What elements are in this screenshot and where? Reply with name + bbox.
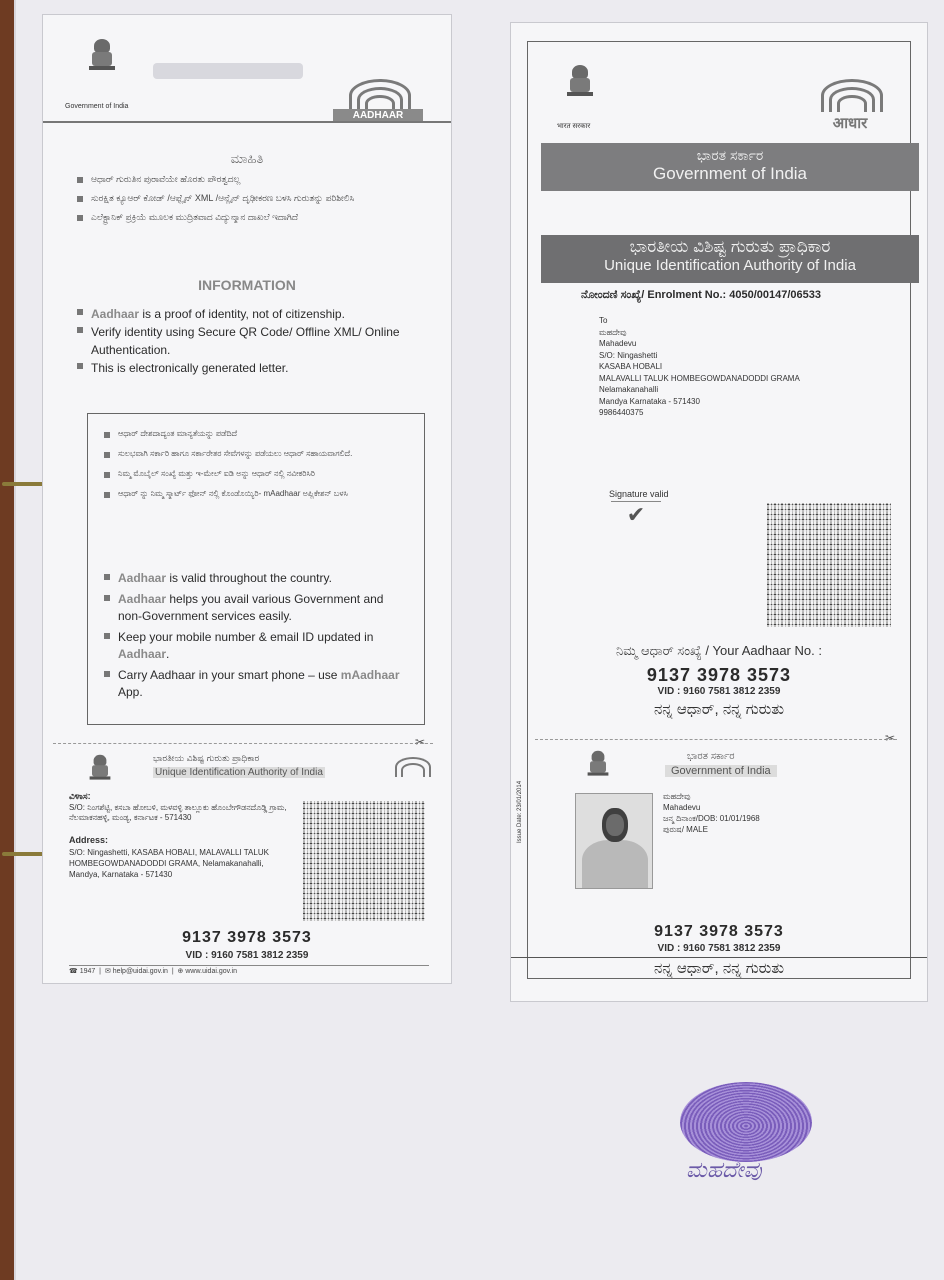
- vid: VID : 9160 7581 3812 2359: [657, 686, 781, 697]
- handwritten-signature: ಮಹದೇವು: [686, 1158, 762, 1183]
- your-aadhaar-label: ನಿಮ್ಮ ಆಧಾರ್ ಸಂಖ್ಯೆ / Your Aadhaar No. :: [616, 643, 822, 658]
- benefits-box: [87, 413, 425, 725]
- stub-kn-addr-label: ವಿಳಾಸ:: [69, 791, 91, 801]
- gov-en: Government of India: [652, 164, 808, 183]
- address-line: S/O: Ningashetti: [599, 350, 658, 360]
- address-line: 9986440375: [599, 408, 644, 417]
- stub-kn-addr: S/O: ನಿಂಗಶೆಟ್ಟಿ, ಕಸಬಾ ಹೋಬಳಿ, ಮಳವಳ್ಳಿ ತಾಲ್ಲೂಕು ಹೊಂಬೇಗೌಡನದೊಡ್ಡಿ ಗ್ರಾಮ, ನೆಲಮಾಕನಹಳ್ಳಿ, ಮಂಡ್ಯ, ಕರ್ನಾಟಕ - 571430: [69, 803, 287, 822]
- thumb-impression: [680, 1082, 812, 1162]
- kn-benefits-list: [104, 428, 408, 500]
- info-list: [77, 305, 437, 377]
- tagline: ನನ್ನ ಆಧಾರ್, ನನ್ನ ಗುರುತು: [653, 701, 785, 718]
- web-icon: ⊕: [177, 968, 184, 975]
- stub-gov-en: Government of India: [665, 765, 777, 777]
- uidai-band: [541, 235, 919, 283]
- stub-tagline: ನನ್ನ ಆಧಾರ್, ನನ್ನ ಗುರುತು: [511, 957, 927, 977]
- signature-valid-label: Signature valid: [609, 489, 669, 499]
- aadhaar-info-card: [42, 14, 452, 984]
- kn-benefit-item: ಆಧಾರ್ ದೇಶದಾದ್ಯಂತ ಮಾನ್ಯತೆಯನ್ನು ಪಡೆದಿದೆ: [104, 428, 408, 440]
- benefit-item: Keep your mobile number & email ID updated in Aadhaar.: [104, 629, 404, 663]
- kn-benefit-item: ಆಧಾರ್ ನ್ನು ನಿಮ್ಮ ಸ್ಮಾರ್ಟ್ ಫೋನ್ ನಲ್ಲಿ ಕೊಂಡೊಯ್ಯಿರಿ- mAadhaar ಅಪ್ಲಿಕೇಶನ್ ಬಳಸಿ: [104, 488, 408, 500]
- kn-benefit-item: ನಿಮ್ಮ ಮೊಬೈಲ್ ಸಂಖ್ಯೆ ಮತ್ತು ಇ-ಮೇಲ್ ಐಡಿ ಅನ್ನು ಆಧಾರ್ ನಲ್ಲಿ ನವೀಕರಿಸಿರಿ: [104, 468, 408, 480]
- stub-vid: VID : 9160 7581 3812 2359: [185, 950, 309, 961]
- stub-aadhaar-number: 9137 3978 3573: [654, 923, 784, 940]
- benefits-list: [104, 570, 404, 701]
- stub-emblem-icon: [586, 751, 610, 781]
- kn-info-item: ಆಧಾರ್ ಗುರುತಿನ ಪುರಾವೆಯೇ ಹೊರತು ಪೌರತ್ವದಲ್ಲ: [77, 173, 417, 186]
- cut-line: [53, 743, 433, 744]
- stub-vid: VID : 9160 7581 3812 2359: [657, 943, 781, 954]
- phone-icon: ☎: [69, 968, 78, 975]
- stub-addr-label: Address:: [69, 835, 109, 845]
- holder-gender: ಪುರುಷ/ MALE: [663, 825, 708, 834]
- benefit-item: Aadhaar is valid throughout the country.: [104, 570, 404, 587]
- info-item: Verify identity using Secure QR Code/ Offline XML/ Online Authentication.: [77, 323, 437, 359]
- aadhaar-letter-card: [510, 22, 928, 1002]
- address-line: KASABA HOBALI: [599, 362, 663, 371]
- kn-info-title: ಮಾಹಿತಿ: [230, 151, 264, 166]
- footer-phone: 1947: [79, 968, 96, 975]
- aadhaar-number: 9137 3978 3573: [646, 665, 792, 685]
- info-item: This is electronically generated letter.: [77, 359, 437, 377]
- address-block: [599, 315, 800, 419]
- address-line: MALAVALLI TALUK HOMBEGOWDANADODDI GRAMA: [599, 373, 800, 383]
- footer-bar: ☎ 1947 | ✉ help@uidai.gov.in | ⊕ www.uidai.gov.in: [69, 965, 429, 978]
- scissors-icon: ✂: [415, 735, 426, 749]
- stub-aadhaar-number: 9137 3978 3573: [182, 929, 312, 946]
- scissors-icon: ✂: [885, 731, 896, 745]
- stub-qr-code: [303, 801, 425, 921]
- info-title: INFORMATION: [198, 277, 296, 293]
- kn-info-item: ಎಲೆಕ್ಟ್ರಾನಿಕ್ ಪ್ರಕ್ರಿಯೆ ಮೂಲಕ ಮುದ್ರಿತವಾದ ವಿದ್ಯುನ್ಮಾನ ದಾಖಲೆ ಇದಾಗಿದೆ: [77, 211, 417, 224]
- kn-benefit-item: ಸುಲಭವಾಗಿ ಸರ್ಕಾರಿ ಹಾಗೂ ಸರ್ಕಾರೇತರ ಸೇವೆಗಳನ್ನು ಪಡೆಯಲು ಆಧಾರ್ ಸಹಾಯವಾಗಲಿದೆ.: [104, 448, 408, 460]
- stub-emblem-icon: [88, 755, 112, 785]
- benefit-item: Aadhaar helps you avail various Government and non-Government services easily.: [104, 591, 404, 625]
- holder-photo: [575, 793, 653, 889]
- address-line: Mahadevu: [599, 339, 637, 348]
- header-rule: [43, 121, 451, 123]
- issue-date: Issue Date: 23/01/2014: [517, 780, 523, 843]
- qr-code: [767, 503, 891, 627]
- enrolment-line: [581, 289, 821, 302]
- document-sheet: [14, 0, 944, 1280]
- benefit-item: Carry Aadhaar in your smart phone – use mAadhaar App.: [104, 667, 404, 701]
- address-line: Nelamakanahalli: [599, 385, 659, 394]
- gov-kn: ಭಾರತ ಸರ್ಕಾರ: [696, 147, 764, 163]
- signature-check-icon: ✔: [611, 501, 661, 532]
- holder-dob: ಜನ್ಮ ದಿನಾಂಕ/DOB: 01/01/1968: [663, 814, 760, 823]
- address-line: To: [599, 316, 608, 325]
- emblem-label: भारत सरकार: [557, 123, 591, 130]
- enrolment-number: 4050/00147/06533: [729, 289, 822, 301]
- gov-label: Government of India: [65, 103, 129, 110]
- footer-email: help@uidai.gov.in: [112, 968, 168, 975]
- holder-name: Mahadevu: [663, 803, 701, 812]
- stub-org: Unique Identification Authority of India: [155, 767, 323, 778]
- footer-web: www.uidai.gov.in: [185, 968, 237, 975]
- stub-aadhaar-logo: [389, 753, 435, 783]
- aadhaar-logo: आधार: [807, 69, 893, 133]
- aadhaar-logo: AADHAAR: [333, 65, 423, 125]
- holder-details: [663, 791, 760, 835]
- uidai-kn: ಭಾರತೀಯ ವಿಶಿಷ್ಟ ಗುರುತು ಪ್ರಾಧಿಕಾರ: [629, 237, 831, 256]
- address-line: ಮಹದೇವು: [599, 327, 627, 337]
- stub-kn-org: ಭಾರತೀಯ ವಿಶಿಷ್ಟ ಗುರುತು ಪ್ರಾಧಿಕಾರ: [153, 753, 260, 763]
- enrolment-label: ನೋಂದಣಿ ಸಂಖ್ಯೆ/ Enrolment No.:: [581, 289, 727, 301]
- gov-band: [541, 143, 919, 191]
- redaction-bar: [153, 63, 303, 79]
- emblem-icon: [87, 39, 117, 77]
- address-line: Mandya Karnataka - 571430: [599, 396, 700, 406]
- cut-line: [535, 739, 897, 740]
- uidai-en: Unique Identification Authority of India: [604, 257, 856, 274]
- stub-gov-kn: ಭಾರತ ಸರ್ಕಾರ: [687, 751, 735, 762]
- email-icon: ✉: [104, 968, 111, 975]
- info-item: Aadhaar is a proof of identity, not of citizenship.: [77, 305, 437, 323]
- holder-name-kn: ಮಹದೇವು: [663, 792, 691, 801]
- emblem-icon: [565, 65, 595, 103]
- kn-info-item: ಸುರಕ್ಷಿತ ಕ್ಯೂಆರ್ ಕೋಡ್ /ಆಫ್ಲೈನ್ XML /ಆನ್ಲೈನ್ ದೃಢೀಕರಣ ಬಳಸಿ ಗುರುತನ್ನು ಪರಿಶೀಲಿಸಿ: [77, 192, 417, 205]
- stub-addr: S/O: Ningashetti, KASABA HOBALI, MALAVALLI TALUK HOMBEGOWDANADODDI GRAMA, Nelamakanahalli, Mandya, Karnataka - 571430: [69, 848, 269, 879]
- kn-info-list: [77, 173, 417, 224]
